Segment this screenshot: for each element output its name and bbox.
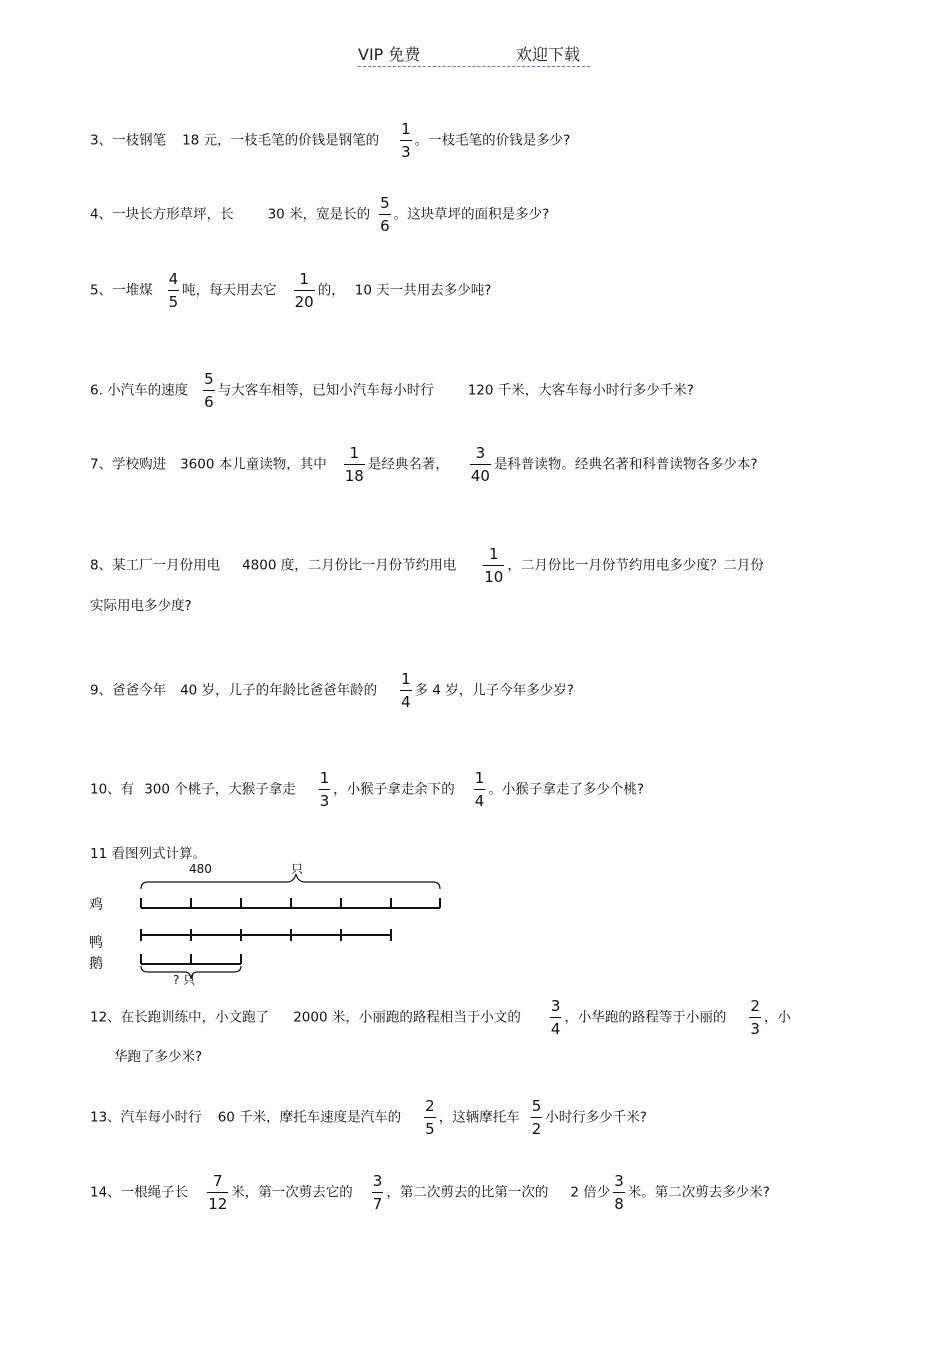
p13-fraction-1: $\frac{2}{5}$ [425,1097,435,1138]
goose-ticks [141,954,241,964]
p4-text-c: 。这块草坪的面积是多少? [393,206,550,223]
problem-9 [90,670,574,711]
p5-text-c: 的， [317,282,345,299]
problem-6 [90,370,694,411]
p8-fraction: $\frac{1}{10}$ [484,545,504,586]
p5-fraction-2: $\frac{1}{20}$ [294,270,314,311]
row-label-duck: 鸭 [89,935,103,951]
p14-text-d: 2 倍少 [570,1184,611,1201]
p14-text-c: ，第二次剪去的比第一次的 [386,1184,549,1201]
p12-text-a: 12、在长跑训练中，小文跑了 [90,1009,270,1026]
p12-text-d: ，小 [763,1009,791,1026]
total-brace [141,874,440,889]
p12-text-c: ，小华跑的路程等于小丽的 [564,1009,727,1026]
p7-text-b: 3600 本儿童读物，其中 [180,456,327,473]
header-left-text: VIP 免费 [358,45,421,64]
p3-text-a: 3、一枝钢笔 [90,132,167,149]
problem-14 [90,1172,770,1213]
p6-text-a: 6. 小汽车的速度 [90,382,189,399]
p14-text-b: 米，第一次剪去它的 [231,1184,353,1201]
p9-text-a: 9、爸爸今年 [90,682,167,699]
header-right-text: 欢迎下载 [516,45,581,64]
p3-text-b: 18 元，一枝毛笔的价钱是钢笔的 [182,132,380,149]
p5-fraction-1: $\frac{4}{5}$ [168,270,179,311]
p4-fraction: $\frac{5}{6}$ [380,194,390,235]
p10-text-d: 。小猴子拿走了多少个桃? [488,781,645,798]
problem-7 [90,444,758,485]
p9-text-b: 40 岁，儿子的年龄比爸爸年龄的 [180,682,378,699]
problem-13 [90,1097,647,1138]
p13-text-d: 小时行多少千米? [545,1109,647,1126]
p8-text-b: 4800 度，二月份比一月份节约用电 [242,557,457,574]
p4-text-b: 30 米，宽是长的 [267,206,371,223]
p14-text-e: 米。第二次剪去多少米? [627,1184,770,1201]
chicken-ticks [141,898,440,908]
p3-fraction: $\frac{1}{3}$ [401,120,411,161]
problem-5 [90,270,491,311]
p6-text-b: 与大客车相等，已知小汽车每小时行 [217,382,434,399]
p13-fraction-2: $\frac{5}{2}$ [531,1097,542,1138]
p8-text-a: 8、某工厂一月份用电 [90,557,221,574]
p13-text-b: 60 千米，摩托车速度是汽车的 [217,1109,402,1126]
p12-fraction-2: $\frac{2}{3}$ [750,997,760,1038]
p4-text-a: 4、一块长方形草坪，长 [90,206,234,223]
question-label: ? 只 [173,973,196,987]
p7-fraction-1: $\frac{1}{18}$ [344,444,364,485]
p7-text-c: 是经典名著， [367,456,449,473]
row-label-goose: 鹅 [89,956,103,972]
p9-fraction: $\frac{1}{4}$ [401,670,411,711]
p6-text-c: 120 千米，大客车每小时行多少千米? [467,382,694,399]
p5-text-d: 10 天一共用去多少吨? [354,282,492,299]
p7-fraction-2: $\frac{3}{40}$ [470,444,490,485]
p14-fraction-2: $\frac{3}{7}$ [372,1172,383,1213]
p10-fraction-2: $\frac{1}{4}$ [474,769,485,810]
problem-10 [90,769,644,810]
p5-text-a: 5、一堆煤 [90,282,153,299]
problem-8 [90,545,764,586]
p14-text-a: 14、一根绳子长 [90,1184,189,1201]
p8-text-c: ，二月份比一月份节约用电多少度？二月份 [507,557,764,574]
page-header [358,42,590,67]
problem-4 [90,194,549,235]
problem-12-line-2: 华跑了多少米? [114,1049,203,1065]
problem-3 [90,120,570,161]
p12-fraction-1: $\frac{3}{4}$ [550,997,561,1038]
p7-text-d: 是科普读物。经典名著和科普读物各多少本? [493,456,758,473]
p14-fraction-1: $\frac{7}{12}$ [208,1172,228,1213]
p14-fraction-3: $\frac{3}{8}$ [614,1172,624,1213]
p10-fraction-1: $\frac{1}{3}$ [319,769,330,810]
p3-text-c: 。一枝毛笔的价钱是多少? [414,132,571,149]
p12-text-b: 2000 米，小丽跑的路程相当于小文的 [293,1009,521,1026]
p9-text-c: 多 4 岁，儿子今年多少岁? [414,682,574,699]
p7-text-a: 7、学校购进 [90,456,167,473]
problem-8-line-2: 实际用电多少度? [90,598,192,614]
problem-12 [90,997,791,1038]
total-value-label: 480 [189,862,212,876]
p10-text-c: ，小猴子拿走余下的 [333,781,455,798]
line-segment-diagram [84,858,464,993]
p5-text-b: 吨，每天用去它 [182,282,277,299]
p10-text-b: 300 个桃子，大猴子拿走 [144,781,296,798]
problem-11-title: 11 看图列式计算。 [90,846,206,862]
p10-text-a: 10、有 [90,781,135,798]
p13-text-c: ，这辆摩托车 [438,1109,520,1126]
p6-fraction: $\frac{5}{6}$ [204,370,214,411]
total-unit-label: 只 [291,862,304,876]
p13-text-a: 13、汽车每小时行 [90,1109,202,1126]
row-label-chicken: 鸡 [89,897,103,913]
